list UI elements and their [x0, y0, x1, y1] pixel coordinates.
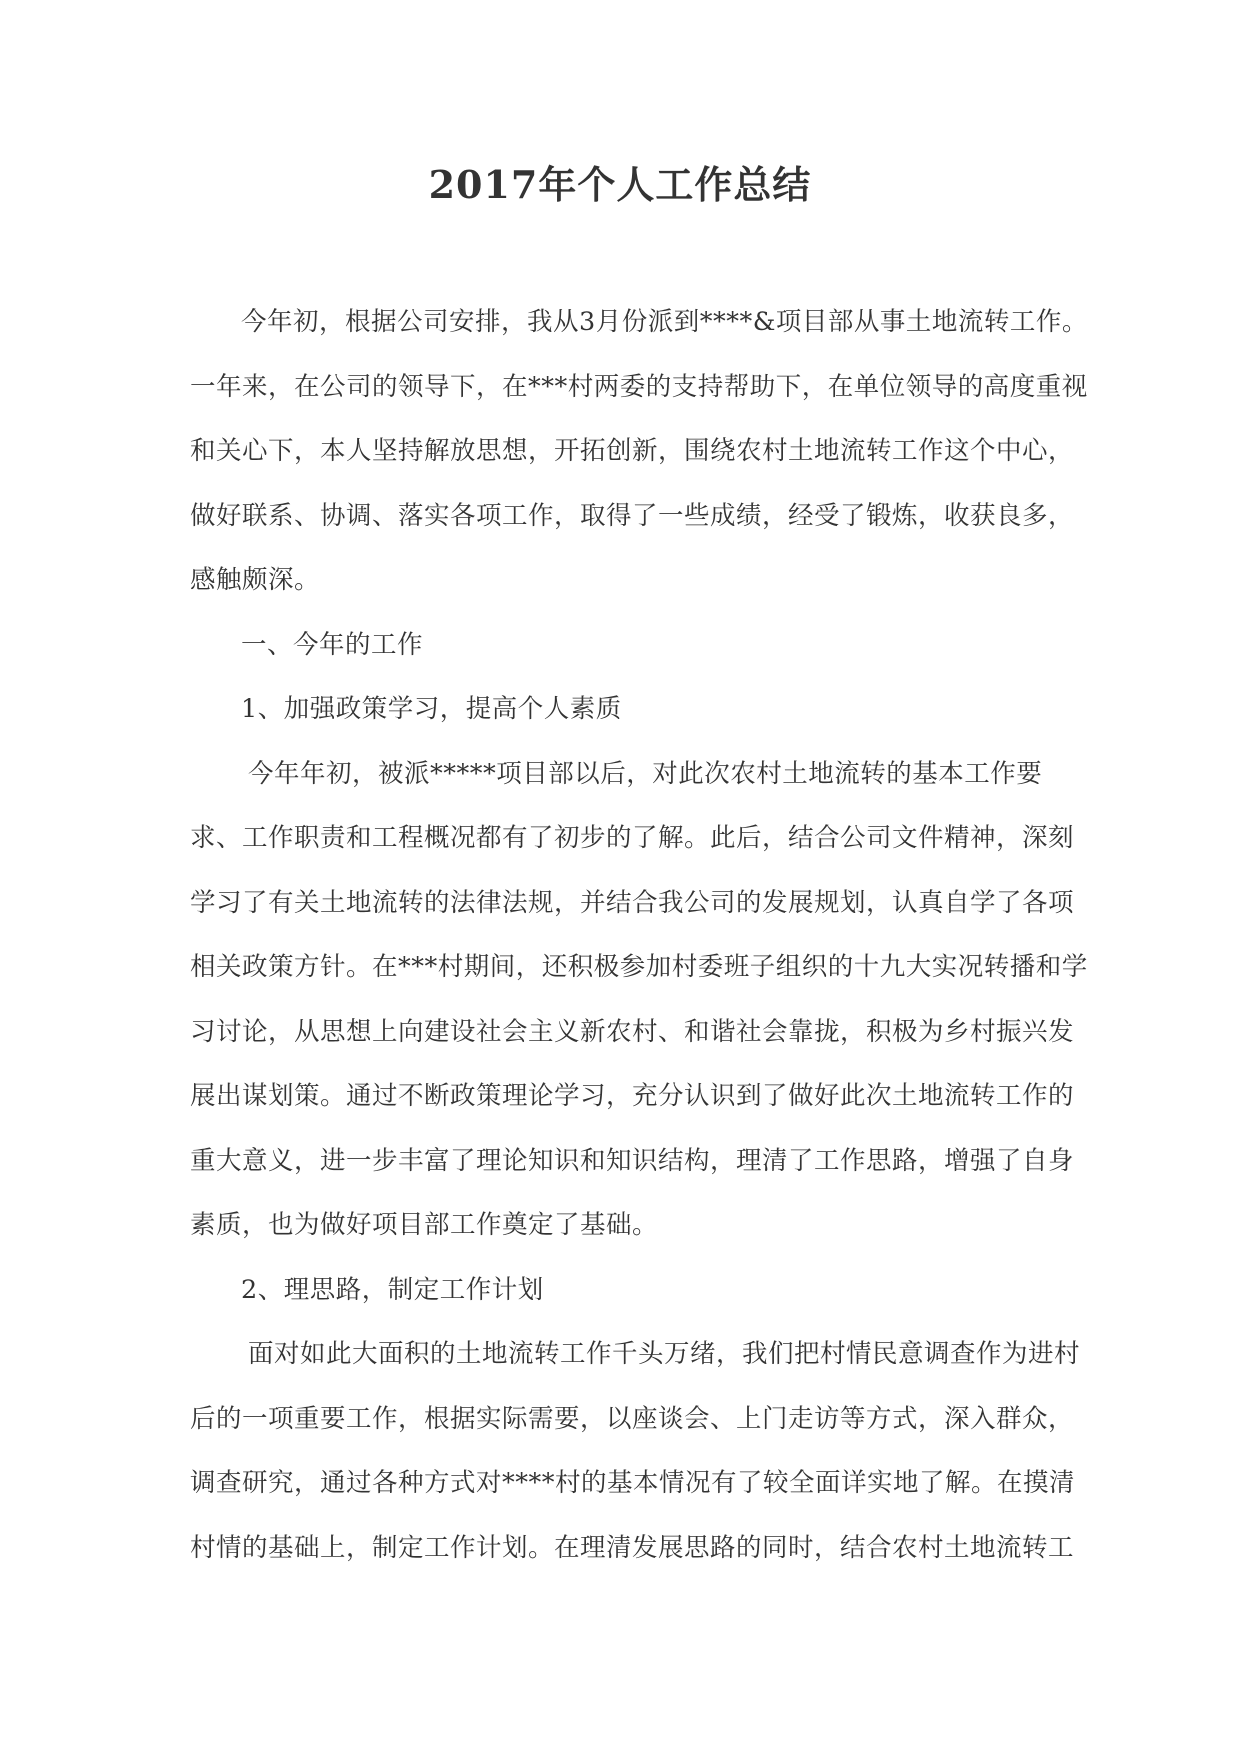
- paragraph-line: 素质，也为做好项目部工作奠定了基础。: [190, 1210, 659, 1240]
- paragraph-line: 今年初，根据公司安排，我从3月份派到****&项目部从事土地流转工作。: [241, 307, 1088, 337]
- paragraph-line: 面对如此大面积的土地流转工作千头万绪，我们把村情民意调查作为进村: [248, 1339, 1081, 1369]
- paragraph-line: 后的一项重要工作，根据实际需要，以座谈会、上门走访等方式，深入群众，: [190, 1403, 1075, 1434]
- document-body: [190, 290, 1088, 1580]
- paragraph-line: 今年年初，被派*****项目部以后，对此次农村土地流转的基本工作要: [248, 758, 1043, 789]
- paragraph-line: 感触颇深。: [190, 565, 321, 595]
- paragraph-line: 村情的基础上，制定工作计划。在理清发展思路的同时，结合农村土地流转工: [190, 1532, 1075, 1563]
- paragraph-line: 和关心下，本人坚持解放思想，开拓创新，围绕农村土地流转工作这个中心，: [190, 436, 1075, 466]
- paragraph-line: 求、工作职责和工程概况都有了初步的了解。此后，结合公司文件精神，深刻: [190, 823, 1075, 853]
- subsection-heading: 2、理思路，制定工作计划: [241, 1274, 544, 1305]
- section-heading: 一、今年的工作: [241, 629, 424, 660]
- paragraph-line: 习讨论，从思想上向建设社会主义新农村、和谐社会靠拢，积极为乡村振兴发: [190, 1016, 1075, 1047]
- document-title: 2017年个人工作总结: [428, 162, 812, 207]
- paragraph-line: 学习了有关土地流转的法律法规，并结合我公司的发展规划，认真自学了各项: [190, 887, 1075, 918]
- subsection-heading: 1、加强政策学习，提高个人素质: [241, 694, 622, 724]
- paragraph-line: 相关政策方针。在***村期间，还积极参加村委班子组织的十九大实况转播和学: [190, 952, 1088, 982]
- paragraph-line: 重大意义，进一步丰富了理论知识和知识结构，理清了工作思路，增强了自身: [190, 1145, 1075, 1176]
- paragraph-line: 做好联系、协调、落实各项工作，取得了一些成绩，经受了锻炼，收获良多，: [190, 500, 1075, 531]
- paragraph-line: 展出谋划策。通过不断政策理论学习，充分认识到了做好此次土地流转工作的: [190, 1081, 1075, 1111]
- paragraph-line: 一年来，在公司的领导下，在***村两委的支持帮助下，在单位领导的高度重视: [190, 371, 1088, 402]
- paragraph-line: 调查研究，通过各种方式对****村的基本情况有了较全面详实地了解。在摸清: [190, 1468, 1076, 1498]
